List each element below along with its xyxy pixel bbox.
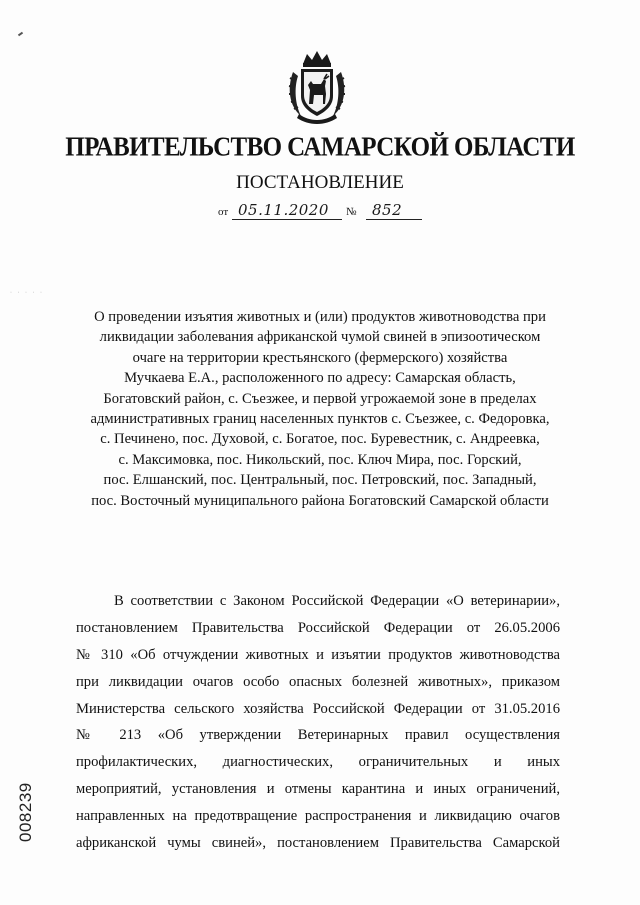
document-type: ПОСТАНОВЛЕНИЕ xyxy=(236,172,404,193)
subject-line: административных границ населенных пунктов с. Съезжее, с. Федоровка, xyxy=(90,411,550,428)
coat-of-arms-icon xyxy=(285,48,349,124)
handwritten-date: 05.11.2020 xyxy=(238,201,329,219)
subject-line: пос. Елшанский, пос. Центральный, пос. Петровский, пос. Западный, xyxy=(103,472,537,489)
subject-line: с. Максимовка, пос. Никольский, пос. Ключ Мира, пос. Горский, xyxy=(118,451,522,468)
government-title: ПРАВИТЕЛЬСТВО САМАРСКОЙ ОБЛАСТИ xyxy=(65,132,575,163)
subject-line: пос. Восточный муниципального района Богатовский Самарской области xyxy=(91,492,549,509)
handwritten-number: 852 xyxy=(372,201,403,219)
registration-stamp-number: 008239 xyxy=(16,782,35,842)
date-number-line xyxy=(218,198,428,222)
subject-line: с. Печинено, пос. Духовой, с. Богатое, пос. Буревестник, с. Андреевка, xyxy=(100,431,540,448)
number-underline xyxy=(366,219,422,220)
body-line: постановлением Правительства Российской Федерации от 26.05.2006 xyxy=(76,619,560,636)
date-prefix: от xyxy=(218,206,229,218)
body-line: направленных на предотвращение распространения и ликвидацию очагов xyxy=(76,808,560,825)
body-line: Министерства сельского хозяйства Российской Федерации от 31.05.2016 xyxy=(76,700,560,717)
scan-noise: · · · · · xyxy=(10,290,44,296)
scan-speck xyxy=(18,32,23,37)
subject-line: Мучкаева Е.А., расположенного по адресу: Самарская область, xyxy=(124,370,516,387)
number-prefix: № xyxy=(346,206,357,218)
subject-line: ликвидации заболевания африканской чумой свиней в эпизоотическом xyxy=(99,329,541,346)
subject-line: очаге на территории крестьянского (фермерского) хозяйства xyxy=(132,349,508,366)
body-line: африканской чумы свиней», постановлением Правительства Самарской xyxy=(76,835,560,852)
document-body xyxy=(76,588,560,857)
body-line: при ликвидации очагов особо опасных болезней животных», приказом xyxy=(76,673,560,690)
body-line: № 213 «Об утверждении Ветеринарных правил осуществления xyxy=(76,727,560,744)
body-line: № 310 «Об отчуждении животных и изъятии продуктов животноводства xyxy=(76,646,560,663)
date-underline xyxy=(232,219,342,220)
body-line: профилактических, диагностических, ограничительных и иных xyxy=(76,754,560,771)
body-line: мероприятий, установления и отмены карантина и иных ограничений, xyxy=(76,781,560,798)
body-line: В соответствии с Законом Российской Федерации «О ветеринарии», xyxy=(114,593,560,609)
subject-line: О проведении изъятия животных и (или) продуктов животноводства при xyxy=(94,309,546,325)
document-subject xyxy=(70,307,570,511)
subject-line: Богатовский район, с. Съезжее, и первой угрожаемой зоне в пределах xyxy=(103,390,537,407)
